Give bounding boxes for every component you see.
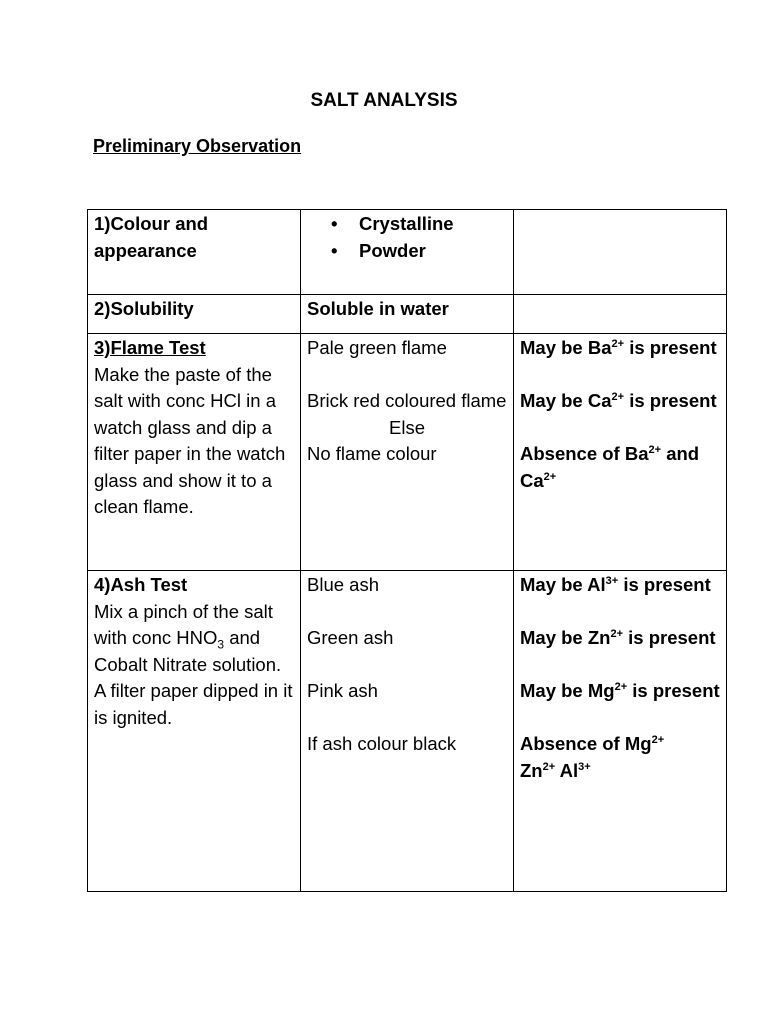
observation-text: If ash colour black xyxy=(307,733,457,754)
observation-text: No flame colour xyxy=(307,443,437,464)
inference-cell xyxy=(514,210,727,295)
observation-list xyxy=(307,211,507,264)
row-heading: 4)Ash Test xyxy=(94,574,188,595)
inference-cell xyxy=(514,295,727,334)
inference-cell xyxy=(514,334,727,571)
table-row xyxy=(88,295,727,334)
observation-text: Blue ash xyxy=(307,574,379,595)
experiment-cell xyxy=(88,295,301,334)
inference-text: May be $Mg^{2+}$ is present xyxy=(520,680,720,701)
list-item: • Crystalline xyxy=(307,211,507,238)
row-heading: 1)Colour and appearance xyxy=(94,213,209,261)
inference-cell xyxy=(514,571,727,892)
else-label: Else xyxy=(389,416,425,438)
page-title: SALT ANALYSIS xyxy=(310,90,458,111)
inference-text: May be $Ca^{2+}$ is present xyxy=(520,390,717,411)
inference-text: May be $Zn^{2+}$ is present xyxy=(520,627,716,648)
table-row xyxy=(88,210,727,295)
inference-text: May be $Al^{3+}$ is present xyxy=(520,574,711,595)
observation-text: Pale green flame xyxy=(307,337,447,358)
experiment-cell xyxy=(88,210,301,295)
observation-text: Brick red coloured flame xyxy=(307,390,507,411)
observation-cell xyxy=(301,295,514,334)
inference-text: Absence of $Ba^{2+}$ and $Ca^{2+}$ xyxy=(520,443,700,491)
observation-cell xyxy=(301,571,514,892)
section-subtitle: Preliminary Observation xyxy=(93,136,302,156)
observation-text: Pink ash xyxy=(307,680,378,701)
observation-table xyxy=(87,209,727,892)
observation-text: Green ash xyxy=(307,627,394,648)
table-row xyxy=(88,571,727,892)
observation-cell xyxy=(301,210,514,295)
row-heading: 3)Flame Test xyxy=(94,337,206,358)
observation-text: Soluble in water xyxy=(307,298,449,319)
procedure-text: Mix a pinch of the salt with conc $HNO_3$ and Cobalt Nitrate solution. A filter paper dipped in it is ignited. xyxy=(94,600,293,728)
table-row xyxy=(88,334,727,571)
list-item: • Powder xyxy=(307,238,507,265)
procedure-text: Make the paste of the salt with conc HCl in a watch glass and dip a filter paper in the watch glass and show it to a clean flame. xyxy=(94,363,286,517)
experiment-cell xyxy=(88,334,301,571)
row-heading: 2)Solubility xyxy=(94,298,194,319)
inference-text: Absence of $Mg^{2+}$ $Zn^{2+}$ $Al^{3+}$ xyxy=(520,733,665,781)
inference-text: May be $Ba^{2+}$ is present xyxy=(520,337,717,358)
observation-cell xyxy=(301,334,514,571)
experiment-cell xyxy=(88,571,301,892)
